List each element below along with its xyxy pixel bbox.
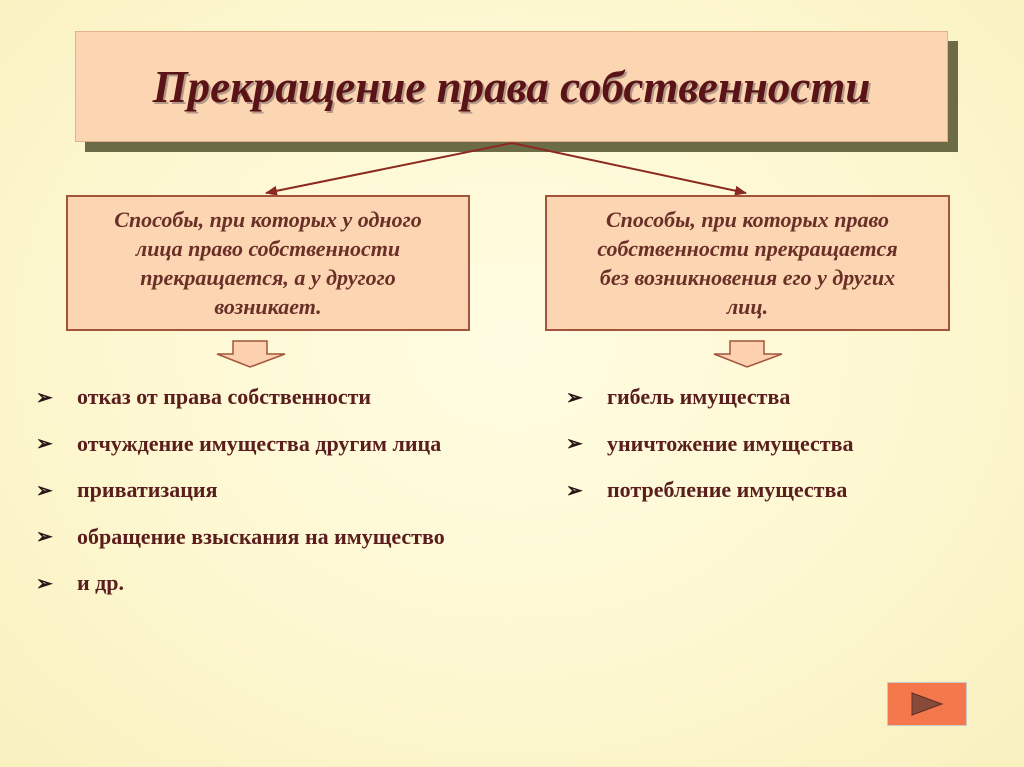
arrow-bullet-icon: ➢ — [36, 526, 53, 549]
down-arrow-icon — [215, 340, 287, 368]
arrow-bullet-icon: ➢ — [36, 386, 53, 409]
list-item-text: отчуждение имущества другим лица — [77, 430, 442, 456]
left-category-box — [66, 195, 470, 331]
arrow-bullet-icon: ➢ — [36, 433, 53, 456]
right-category-box — [545, 195, 950, 331]
list-item-text: обращение взыскания на имущество — [77, 523, 445, 549]
arrow-bullet-icon: ➢ — [566, 433, 583, 456]
right-methods-list — [566, 374, 854, 514]
arrow-to-left-box — [266, 143, 512, 193]
left-box-line: прекращается, а у другого — [140, 265, 396, 290]
list-item-text: гибель имущества — [607, 384, 791, 410]
right-box-line: Способы, при которых право — [605, 207, 889, 232]
arrow-to-right-box — [512, 143, 746, 193]
list-item-text: отказ от права собственности — [77, 384, 372, 410]
down-arrow-icon — [712, 340, 784, 368]
slide-title: Прекращение права собственности — [152, 61, 871, 112]
left-box-line: Способы, при которых у одного — [114, 207, 422, 232]
list-item-text: уничтожение имущества — [607, 430, 854, 456]
arrow-bullet-icon: ➢ — [566, 386, 583, 409]
right-box-line: лиц. — [726, 294, 769, 319]
arrow-bullet-icon: ➢ — [566, 479, 583, 502]
right-box-line: без возникновения его у других — [599, 265, 896, 290]
arrow-bullet-icon: ➢ — [36, 572, 53, 595]
list-item-text: и др. — [77, 570, 125, 596]
list-item-text: приватизация — [77, 477, 218, 503]
list-item — [36, 374, 445, 421]
list-item — [566, 467, 854, 514]
list-item — [566, 421, 854, 468]
next-slide-button[interactable] — [887, 682, 967, 726]
play-triangle-icon — [910, 691, 944, 717]
list-item — [36, 421, 445, 468]
list-item — [36, 560, 445, 607]
list-item-text: потребление имущества — [607, 477, 848, 503]
right-box-line: собственности прекращается — [597, 236, 898, 261]
list-item — [36, 467, 445, 514]
arrow-bullet-icon: ➢ — [36, 479, 53, 502]
list-item — [566, 374, 854, 421]
left-box-line: лица право собственности — [135, 236, 401, 261]
list-item — [36, 514, 445, 561]
left-methods-list — [36, 374, 445, 607]
left-box-line: возникает. — [214, 294, 322, 319]
